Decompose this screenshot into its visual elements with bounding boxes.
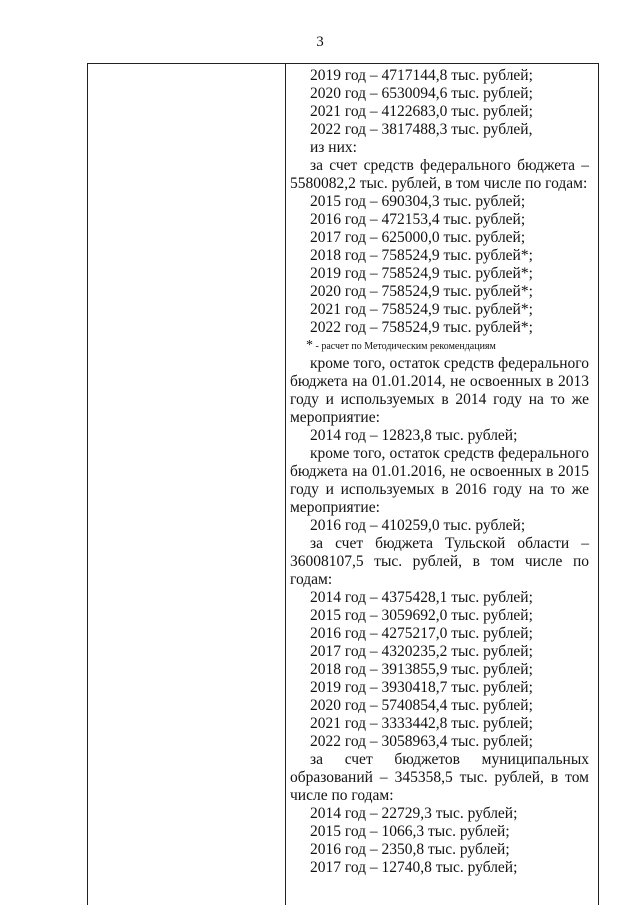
municipal-year-line: 2017 год – 12740,8 тыс. рублей; (310, 859, 518, 876)
regional-year-line: 2015 год – 3059692,0 тыс. рублей; (310, 607, 533, 624)
regional-year-line: 2021 год – 3333442,8 тыс. рублей; (310, 715, 533, 732)
municipal-year-line: 2015 год – 1066,3 тыс. рублей; (310, 823, 510, 840)
regional-year-line: 2016 год – 4275217,0 тыс. рублей; (310, 625, 533, 642)
footnote-star: * (306, 338, 313, 353)
funding-line: 2022 год – 3817488,3 тыс. рублей, (310, 121, 533, 138)
footnote-text: - расчет по Методическим рекомендациям (315, 341, 496, 352)
federal-year-line: 2022 год – 758524,9 тыс. рублей*; (310, 319, 533, 336)
remainder-2016-text: кроме того, остаток средств федерального бюджета на 01.01.2016, не освоенных в 2015 году и используемых в 2016 году на то же мероприятие: (290, 445, 589, 516)
remainder-2014-value: 2014 год – 12823,8 тыс. рублей; (310, 427, 518, 444)
regional-year-line: 2019 год – 3930418,7 тыс. рублей; (310, 679, 533, 696)
municipal-year-line: 2016 год – 2350,8 тыс. рублей; (310, 841, 510, 858)
regional-year-line: 2014 год – 4375428,1 тыс. рублей; (310, 589, 533, 606)
regional-intro: за счет бюджета Тульской области – 36008107,5 тыс. рублей, в том числе по годам: (290, 535, 589, 588)
federal-year-line: 2019 год – 758524,9 тыс. рублей*; (310, 265, 533, 282)
remainder-2016-value: 2016 год – 410259,0 тыс. рублей; (310, 517, 526, 534)
federal-year-line: 2015 год – 690304,3 тыс. рублей; (310, 193, 526, 210)
federal-year-line: 2017 год – 625000,0 тыс. рублей; (310, 229, 526, 246)
regional-year-line: 2017 год – 4320235,2 тыс. рублей; (310, 643, 533, 660)
federal-intro: за счет средств федерального бюджета – 5580082,2 тыс. рублей, в том числе по годам: (290, 157, 589, 192)
funding-line: 2019 год – 4717144,8 тыс. рублей; (310, 67, 533, 84)
regional-year-line: 2020 год – 5740854,4 тыс. рублей; (310, 697, 533, 714)
funding-line: 2020 год – 6530094,6 тыс. рублей; (310, 85, 533, 102)
table-right-cell (285, 64, 598, 877)
program-table (87, 63, 599, 905)
municipal-year-line: 2014 год – 22729,3 тыс. рублей; (310, 805, 518, 822)
table-left-cell (88, 64, 286, 905)
federal-year-line: 2018 год – 758524,9 тыс. рублей*; (310, 247, 533, 264)
regional-year-line: 2022 год – 3058963,4 тыс. рублей; (310, 733, 533, 750)
federal-year-line: 2016 год – 472153,4 тыс. рублей; (310, 211, 526, 228)
funding-line: 2021 год – 4122683,0 тыс. рублей; (310, 103, 533, 120)
regional-year-line: 2018 год – 3913855,9 тыс. рублей; (310, 661, 533, 678)
federal-year-line: 2020 год – 758524,9 тыс. рублей*; (310, 283, 533, 300)
funding-line: из них: (310, 139, 357, 156)
municipal-intro: за счет бюджетов муниципальных образований – 345358,5 тыс. рублей, в том числе по годам: (290, 751, 589, 804)
footnote (290, 337, 589, 355)
federal-year-line: 2021 год – 758524,9 тыс. рублей*; (310, 301, 533, 318)
page-number: 3 (316, 34, 324, 50)
remainder-2014-text: кроме того, остаток средств федерального бюджета на 01.01.2014, не освоенных в 2013 году и используемых в 2014 году на то же мероприятие: (290, 355, 589, 426)
